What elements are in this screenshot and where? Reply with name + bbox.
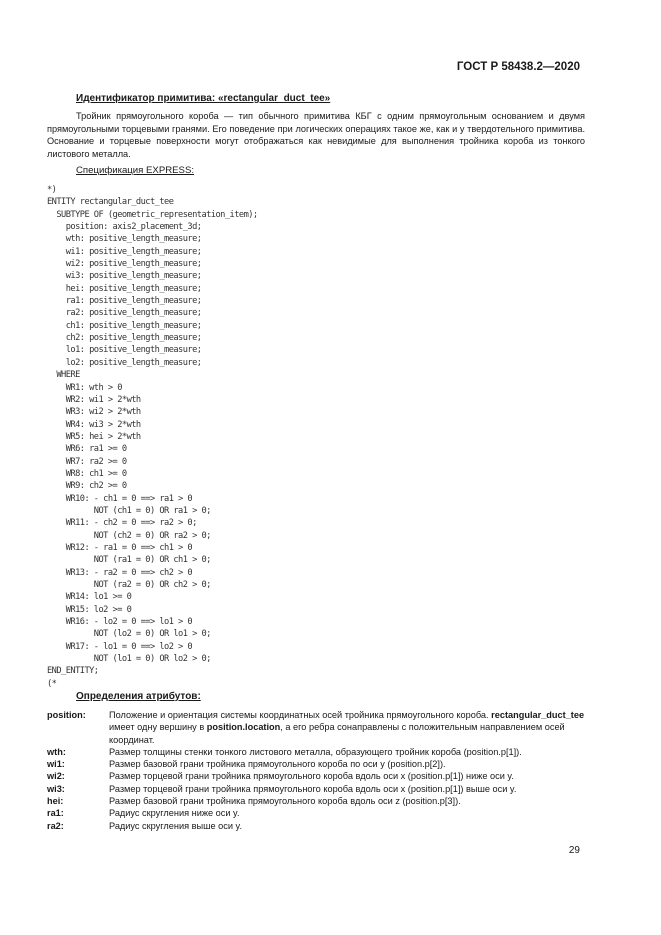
- code-line: NOT (lo2 = 0) OR lo1 > 0;: [47, 629, 211, 640]
- code-line: WR9: ch2 >= 0: [47, 481, 127, 492]
- definition-fragment: Размер базовой грани тройника прямоугольного короба по оси y (position.p[2]).: [109, 759, 446, 770]
- definition-row: [47, 783, 587, 795]
- definition-keyword: rectangular_duct_tee: [491, 710, 585, 720]
- code-line: WR15: lo2 >= 0: [47, 604, 132, 615]
- definition-fragment: , а его ребра сонаправлены с положительным направлением осей координат.: [109, 722, 565, 745]
- definition-row: [47, 770, 587, 782]
- code-line: lo2: positive_length_measure;: [47, 357, 202, 368]
- definition-term: ra1:: [47, 808, 64, 819]
- code-line: WR7: ra2 >= 0: [47, 456, 127, 467]
- attributes-title: Определения атрибутов:: [76, 691, 201, 702]
- code-line: *): [47, 185, 57, 195]
- code-line: WR10: - ch1 = 0 ==> ra1 > 0: [47, 493, 193, 504]
- definition-text: [109, 795, 587, 807]
- definition-term: hei:: [47, 796, 64, 807]
- definition-fragment: имеет одну вершину в: [109, 722, 207, 733]
- code-line: wi2: positive_length_measure;: [47, 259, 202, 270]
- code-line: WR1: wth > 0: [47, 382, 122, 393]
- express-code-block: [47, 184, 258, 690]
- page-number: 29: [568, 845, 580, 856]
- code-line: ENTITY rectangular_duct_tee: [47, 197, 174, 208]
- code-line: hei: positive_length_measure;: [47, 283, 202, 294]
- definition-term: wi2:: [47, 771, 65, 782]
- code-line: END_ENTITY;: [47, 666, 99, 677]
- standard-header: ГОСТ Р 58438.2—2020: [456, 61, 580, 73]
- code-line: wth: positive_length_measure;: [47, 234, 202, 245]
- code-line: WR6: ra1 >= 0: [47, 444, 127, 455]
- definition-fragment: Размер базовой грани тройника прямоугольного короба вдоль оси z (position.p[3]).: [109, 796, 461, 807]
- code-line: SUBTYPE OF (geometric_representation_item);: [47, 209, 258, 220]
- attribute-definitions: [47, 709, 587, 832]
- definition-term: position:: [47, 710, 86, 720]
- express-spec-title: Спецификация EXPRESS:: [76, 165, 195, 176]
- definition-keyword: position.location: [206, 722, 281, 733]
- code-line: ch1: positive_length_measure;: [47, 320, 202, 331]
- definition-row: [47, 758, 587, 770]
- code-line: wi1: positive_length_measure;: [47, 246, 202, 257]
- definition-text: [109, 758, 587, 770]
- definition-text: [109, 807, 587, 819]
- code-line: WR17: - lo1 = 0 ==> lo2 > 0: [47, 641, 193, 652]
- code-line: WR4: wi3 > 2*wth: [47, 419, 141, 430]
- definition-row: [47, 807, 587, 819]
- section-title: Идентификатор примитива: «rectangular_duct_tee»: [76, 93, 331, 104]
- code-line: NOT (ch2 = 0) OR ra2 > 0;: [47, 530, 211, 541]
- definition-term: ra2:: [47, 820, 64, 831]
- code-line: (*: [47, 678, 57, 689]
- definition-term: wi3:: [47, 783, 65, 794]
- code-line: ra2: positive_length_measure;: [47, 308, 202, 319]
- code-line: WR8: ch1 >= 0: [47, 468, 127, 479]
- definition-term: wi1:: [47, 759, 65, 770]
- code-line: WR13: - ra2 = 0 ==> ch2 > 0: [47, 567, 193, 578]
- code-line: lo1: positive_length_measure;: [47, 345, 202, 356]
- intro-paragraph: Тройник прямоугольного короба — тип обычного примитива КБГ с одним прямоугольным основанием и двумя прямоугольными торцевыми гранями. Его поведение при логических операциях такое же, как и у твердотельного примитива. Основание и торцевые поверхности могут отображаться как невидимые для выполнения тройника короба из тонкого листового металла.: [47, 111, 585, 159]
- code-line: WR16: - lo2 = 0 ==> lo1 > 0: [47, 617, 193, 628]
- definition-fragment: Радиус скругления выше оси y.: [109, 820, 242, 831]
- code-line: WR14: lo1 >= 0: [47, 592, 132, 603]
- definition-text: [109, 746, 587, 758]
- definition-row: [47, 709, 587, 746]
- definition-term: wth:: [47, 746, 66, 757]
- code-line: wi3: positive_length_measure;: [47, 271, 202, 282]
- definition-text: [109, 770, 587, 782]
- code-line: NOT (ra2 = 0) OR ch2 > 0;: [47, 580, 211, 590]
- definition-fragment: Положение и ориентация системы координатных осей тройника прямоугольного короба.: [109, 710, 492, 720]
- definition-row: [47, 795, 587, 807]
- code-line: WR2: wi1 > 2*wth: [47, 394, 141, 405]
- code-line: NOT (ra1 = 0) OR ch1 > 0;: [47, 555, 211, 566]
- code-line: WR12: - ra1 = 0 ==> ch1 > 0: [47, 542, 193, 553]
- definition-text: [109, 783, 587, 795]
- definition-text: [109, 709, 587, 746]
- definition-fragment: Размер толщины стенки тонкого листового металла, образующего тройник короба (position.p[1]).: [109, 746, 522, 757]
- code-line: NOT (ch1 = 0) OR ra1 > 0;: [47, 505, 211, 516]
- definition-fragment: Размер торцевой грани тройника прямоугольного короба вдоль оси x (position.p[1]) выше оси y.: [109, 783, 517, 794]
- code-line: ch2: positive_length_measure;: [47, 333, 202, 344]
- code-line: ra1: positive_length_measure;: [47, 296, 202, 307]
- definition-row: [47, 820, 587, 832]
- definition-fragment: Радиус скругления ниже оси y.: [109, 808, 240, 819]
- code-line: WR3: wi2 > 2*wth: [47, 407, 141, 418]
- code-line: WR11: - ch2 = 0 ==> ra2 > 0;: [47, 518, 197, 529]
- definition-text: [109, 820, 587, 832]
- definition-fragment: Размер торцевой грани тройника прямоугольного короба вдоль оси x (position.p[1]) ниже оси y.: [109, 771, 514, 782]
- code-line: NOT (lo1 = 0) OR lo2 > 0;: [47, 654, 211, 665]
- definition-row: [47, 746, 587, 758]
- code-line: WR5: hei > 2*wth: [47, 431, 141, 442]
- code-line: position: axis2_placement_3d;: [47, 222, 202, 233]
- code-line: WHERE: [47, 370, 80, 381]
